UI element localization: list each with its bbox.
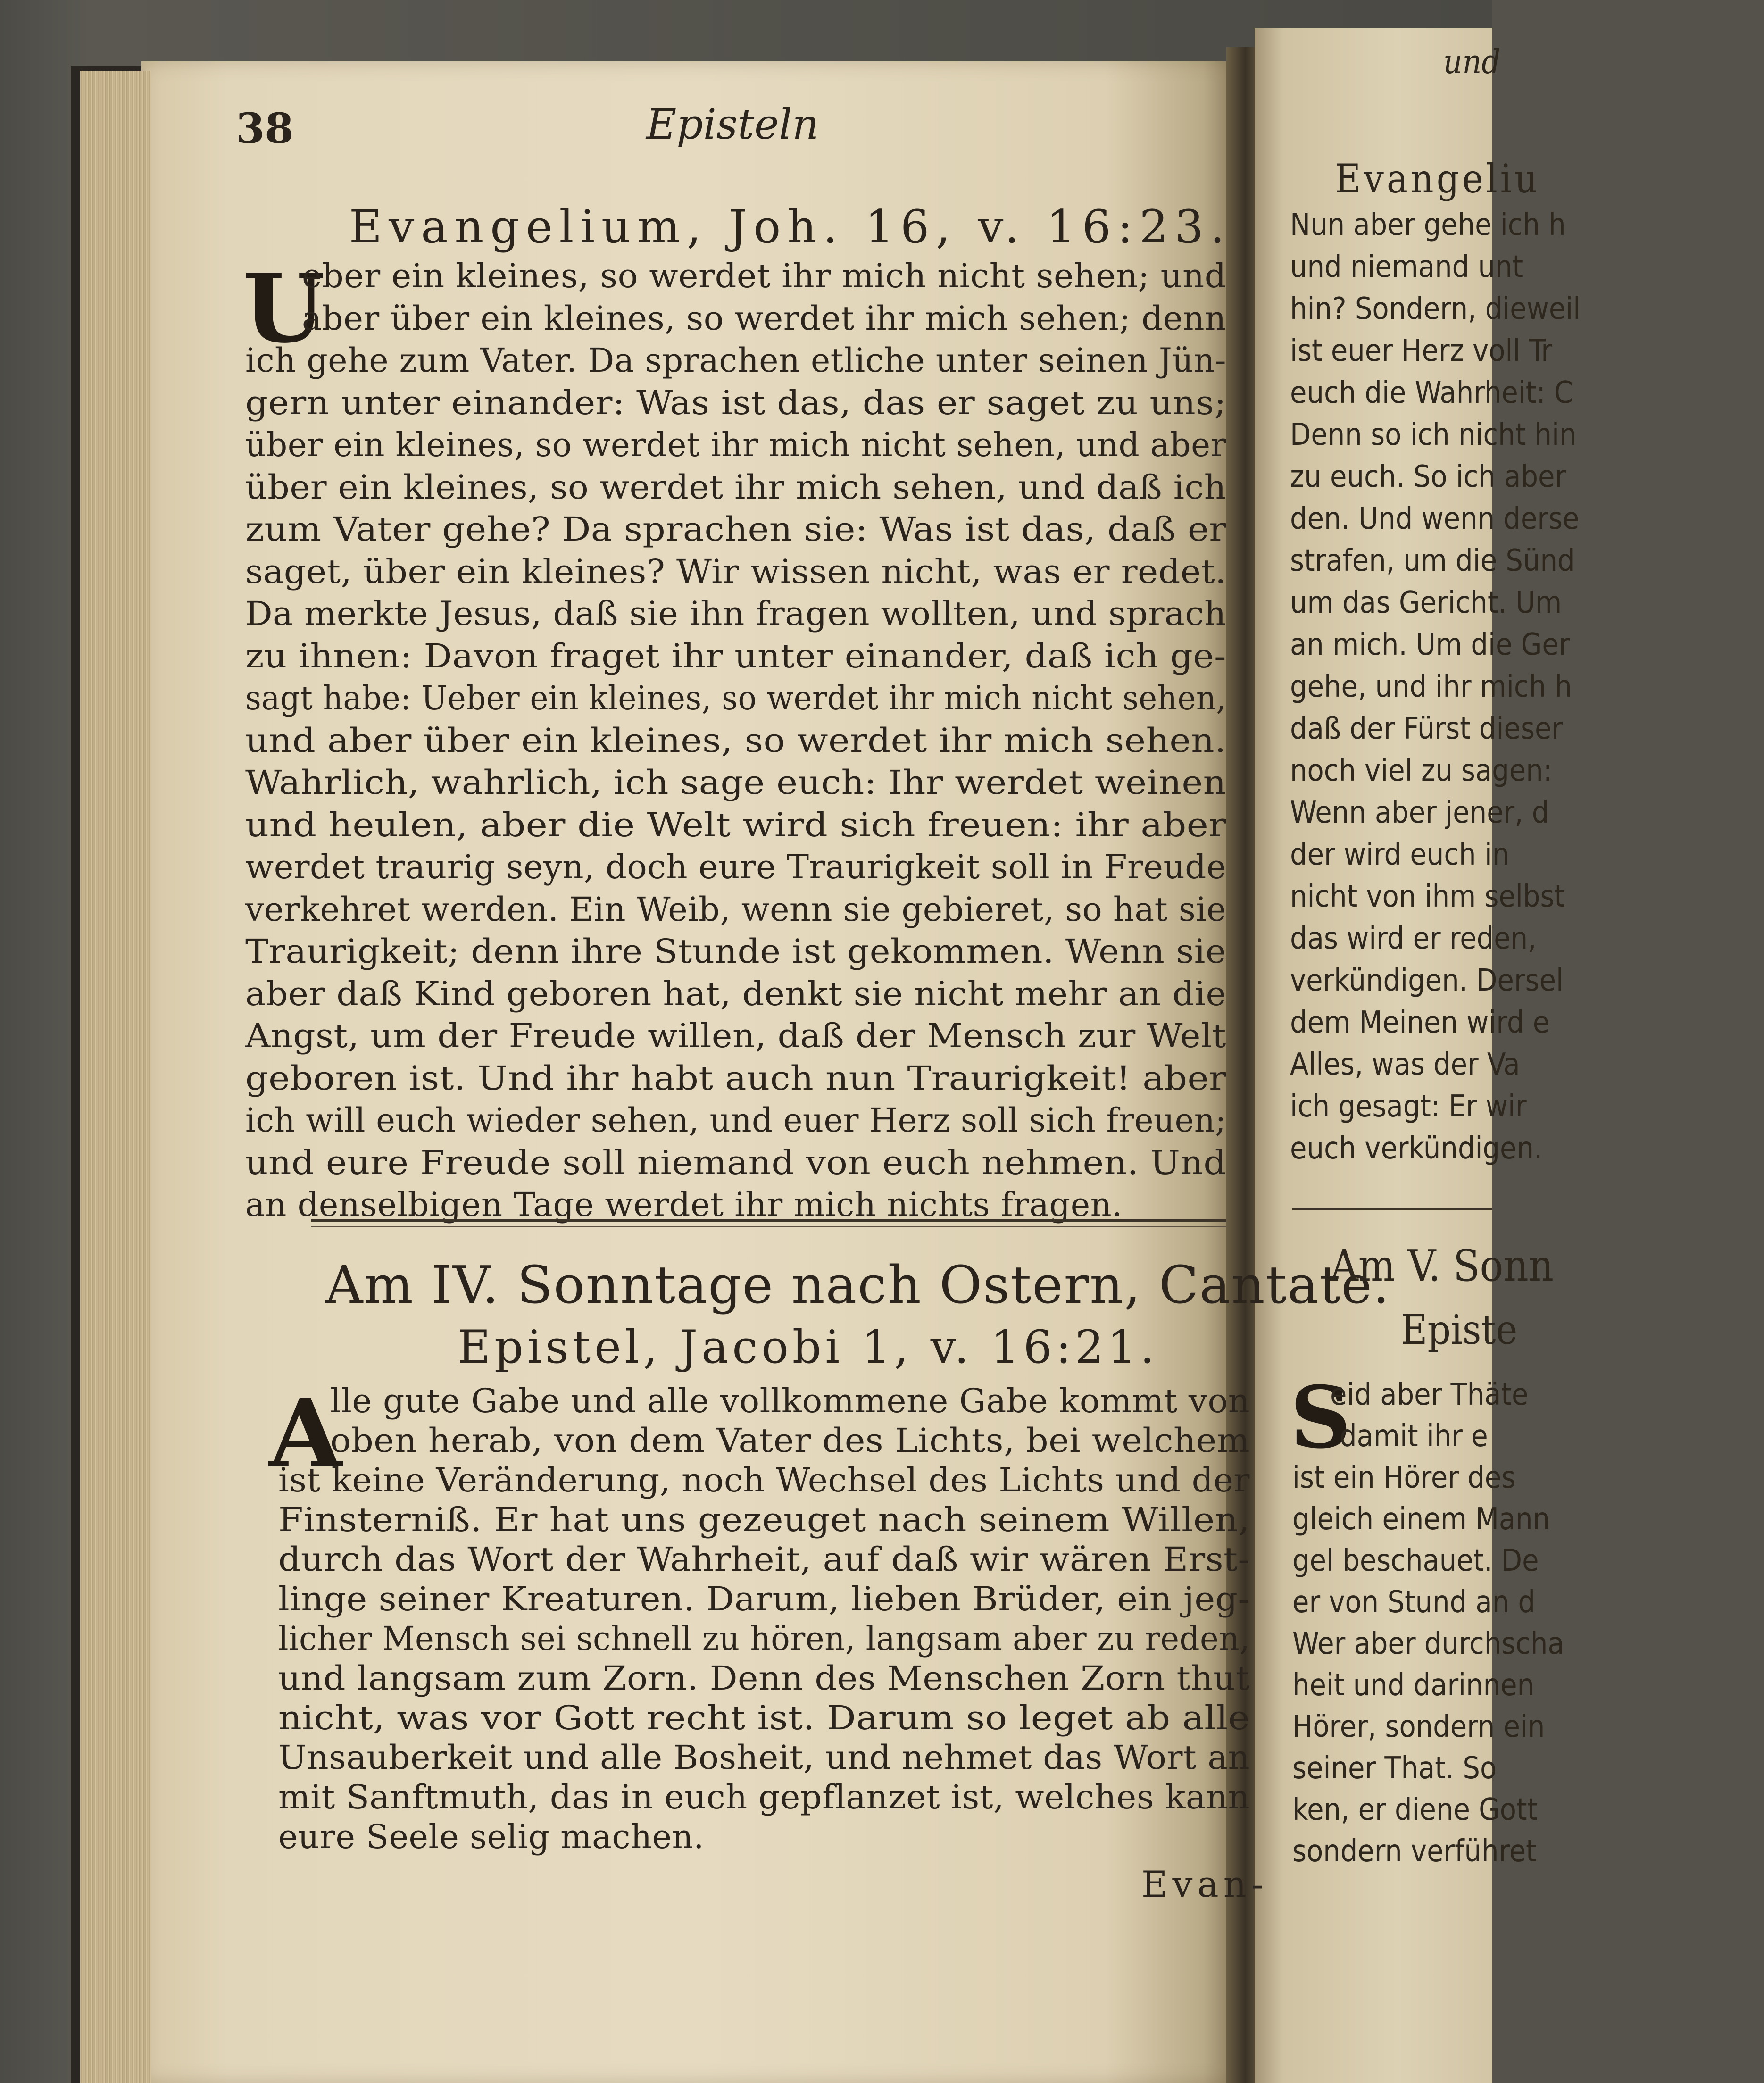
right-gospel-line: Alles, was der Va — [1290, 1047, 1520, 1082]
epistle-line: licher Mensch sei schnell zu hören, langsam aber zu reden, — [278, 1619, 1250, 1658]
gospel-line: geboren ist. Und ihr habt auch nun Traurigkeit! aber — [245, 1058, 1226, 1098]
right-gospel-line: dem Meinen wird e — [1290, 1005, 1550, 1040]
page-number: 38 — [236, 104, 294, 153]
gospel-line: verkehret werden. Ein Weib, wenn sie gebieret, so hat sie — [245, 890, 1226, 929]
right-gospel-line: noch viel zu sagen: — [1290, 753, 1553, 788]
right-gospel-line: um das Gericht. Um — [1290, 585, 1562, 620]
epistle-line: lle gute Gabe und alle vollkommene Gabe kommt von — [330, 1382, 1250, 1420]
epistle-line: durch das Wort der Wahrheit, auf daß wir wären Erst- — [278, 1540, 1250, 1579]
right-epistle-line: gleich einem Mann — [1292, 1502, 1550, 1537]
right-gospel-text — [1257, 208, 1581, 1198]
gospel-dropcap: U — [243, 253, 325, 364]
gospel-line: sagt habe: Ueber ein kleines, so werdet ihr mich nicht sehen, — [245, 679, 1226, 717]
sunday-heading: Am IV. Sonntage nach Ostern, Cantate. — [325, 1255, 1390, 1315]
right-epistle-line: Wer aber durchscha — [1292, 1626, 1564, 1661]
gospel-line: ich will euch wieder sehen, und euer Herz soll sich freuen; — [245, 1101, 1226, 1140]
epistle-line: ist keine Veränderung, noch Wechsel des Lichts und der — [278, 1461, 1250, 1500]
epistle-line: Finsterniß. Er hat uns gezeuget nach seinem Willen, — [278, 1500, 1250, 1539]
right-gospel-line: an mich. Um die Ger — [1290, 627, 1570, 662]
right-gospel-line: daß der Fürst dieser — [1290, 711, 1563, 746]
epistle-line: linge seiner Kreaturen. Darum, lieben Brüder, ein jeg- — [278, 1580, 1250, 1618]
gospel-line: und aber über ein kleines, so werdet ihr mich sehen. — [245, 721, 1226, 760]
gospel-line: zu ihnen: Davon fraget ihr unter einander, daß ich ge- — [245, 636, 1226, 675]
gospel-line: aber über ein kleines, so werdet ihr mich sehen; denn — [302, 299, 1226, 338]
right-epistle-heading: Episte — [1401, 1307, 1518, 1354]
epistle-heading: Epistel, Jacobi 1, v. 16:21. — [458, 1321, 1158, 1374]
right-gospel-line: strafen, um die Sünd — [1290, 543, 1575, 578]
epistle-line: mit Sanftmuth, das in euch gepflanzet ist, welches kann — [278, 1778, 1250, 1816]
epistle-line: und langsam zum Zorn. Denn des Menschen Zorn thut — [278, 1659, 1250, 1698]
right-gospel-line: ich gesagt: Er wir — [1290, 1089, 1527, 1124]
right-epistle-line: sondern verführet — [1292, 1834, 1537, 1869]
gospel-line: an denselbigen Tage werdet ihr mich nichts fragen. — [245, 1185, 1123, 1224]
right-gospel-heading: Evangeliu — [1335, 156, 1540, 202]
right-epistle-dropcap: S — [1290, 1368, 1351, 1467]
right-gospel-line: Denn so ich nicht hin — [1290, 417, 1577, 452]
catchword: Evan- — [1141, 1863, 1268, 1905]
page-edges — [80, 71, 151, 2083]
right-epistle-line: er von Stund an d — [1292, 1585, 1536, 1620]
gospel-line: Angst, um der Freude willen, daß der Mensch zur Welt — [245, 1017, 1226, 1055]
gospel-line: eber ein kleines, so werdet ihr mich nicht sehen; und — [302, 257, 1226, 295]
gospel-line: und heulen, aber die Welt wird sich freuen: ihr aber — [245, 805, 1226, 844]
right-epistle-line: seiner That. So — [1292, 1751, 1497, 1786]
gospel-line: aber daß Kind geboren hat, denkt sie nicht mehr an die — [245, 974, 1226, 1013]
right-running-head: und — [1443, 42, 1501, 81]
gospel-line: über ein kleines, so werdet ihr mich nicht sehen, und aber — [245, 425, 1226, 464]
right-gospel-line: verkündigen. Dersel — [1290, 963, 1564, 998]
gospel-line: gern unter einander: Was ist das, das er saget zu uns; — [245, 383, 1226, 422]
right-gospel-line: das wird er reden, — [1290, 921, 1537, 956]
right-epistle-line: Hörer, sondern ein — [1292, 1709, 1545, 1744]
gospel-line: zum Vater gehe? Da sprachen sie: Was ist das, daß er — [245, 510, 1226, 549]
epistle-line: Unsauberkeit und alle Bosheit, und nehmet das Wort an — [278, 1738, 1250, 1777]
gospel-line: werdet traurig seyn, doch eure Traurigkeit soll in Freude — [245, 848, 1226, 886]
running-head: Episteln — [646, 100, 819, 149]
gospel-line: saget, über ein kleines? Wir wissen nicht, was er redet. — [245, 552, 1226, 591]
right-epistle-line: ken, er diene Gott — [1292, 1792, 1538, 1827]
right-epistle-line: gel beschauet. De — [1292, 1543, 1539, 1578]
right-gospel-line: der wird euch in — [1290, 837, 1510, 872]
right-gospel-line: Nun aber gehe ich h — [1290, 208, 1566, 242]
gospel-line: ich gehe zum Vater. Da sprachen etliche unter seinen Jün- — [245, 341, 1226, 380]
right-gospel-line: gehe, und ihr mich h — [1290, 669, 1572, 704]
right-epistle-line: heit und darinnen — [1292, 1668, 1535, 1703]
right-epistle-text — [1273, 1377, 1564, 1896]
epistle-dropcap: A — [269, 1378, 342, 1489]
right-gospel-line: euch verkündigen. — [1290, 1131, 1543, 1166]
right-gospel-line: ist euer Herz voll Tr — [1290, 333, 1553, 368]
right-epistle-line: eid aber Thäte — [1330, 1377, 1529, 1412]
right-epistle-line: damit ihr e — [1340, 1419, 1488, 1454]
epistle-line: oben herab, von dem Vater des Lichts, bei welchem — [330, 1421, 1250, 1460]
right-gospel-line: hin? Sondern, dieweil — [1290, 292, 1581, 326]
epistle-line: nicht, was vor Gott recht ist. Darum so leget ab alle — [278, 1699, 1250, 1737]
right-section-rule — [1292, 1208, 1492, 1210]
right-gospel-line: nicht von ihm selbst — [1290, 879, 1565, 914]
right-gospel-line: den. Und wenn derse — [1290, 501, 1580, 536]
section-rule-thin — [311, 1226, 1226, 1227]
gospel-line: Da merkte Jesus, daß sie ihn fragen wollten, und sprach — [245, 594, 1226, 633]
gospel-line: über ein kleines, so werdet ihr mich sehen, und daß ich — [245, 467, 1226, 507]
right-sunday-heading: Am V. Sonn — [1330, 1241, 1554, 1291]
gospel-line: und eure Freude soll niemand von euch nehmen. Und — [245, 1143, 1226, 1182]
section-rule — [311, 1219, 1226, 1222]
right-gospel-line: und niemand unt — [1290, 250, 1523, 284]
gospel-line: Traurigkeit; denn ihre Stunde ist gekommen. Wenn sie — [245, 932, 1226, 971]
right-gospel-line: euch die Wahrheit: C — [1290, 375, 1573, 410]
gospel-line: Wahrlich, wahrlich, ich sage euch: Ihr werdet weinen — [245, 763, 1226, 802]
epistle-line: eure Seele selig machen. — [278, 1817, 704, 1856]
right-gospel-line: Wenn aber jener, d — [1290, 795, 1549, 830]
right-epistle-line: ist ein Hörer des — [1292, 1460, 1516, 1495]
gospel-heading: Evangelium, Joh. 16, v. 16:23. — [349, 200, 1231, 253]
right-gospel-line: zu euch. So ich aber — [1290, 459, 1566, 494]
